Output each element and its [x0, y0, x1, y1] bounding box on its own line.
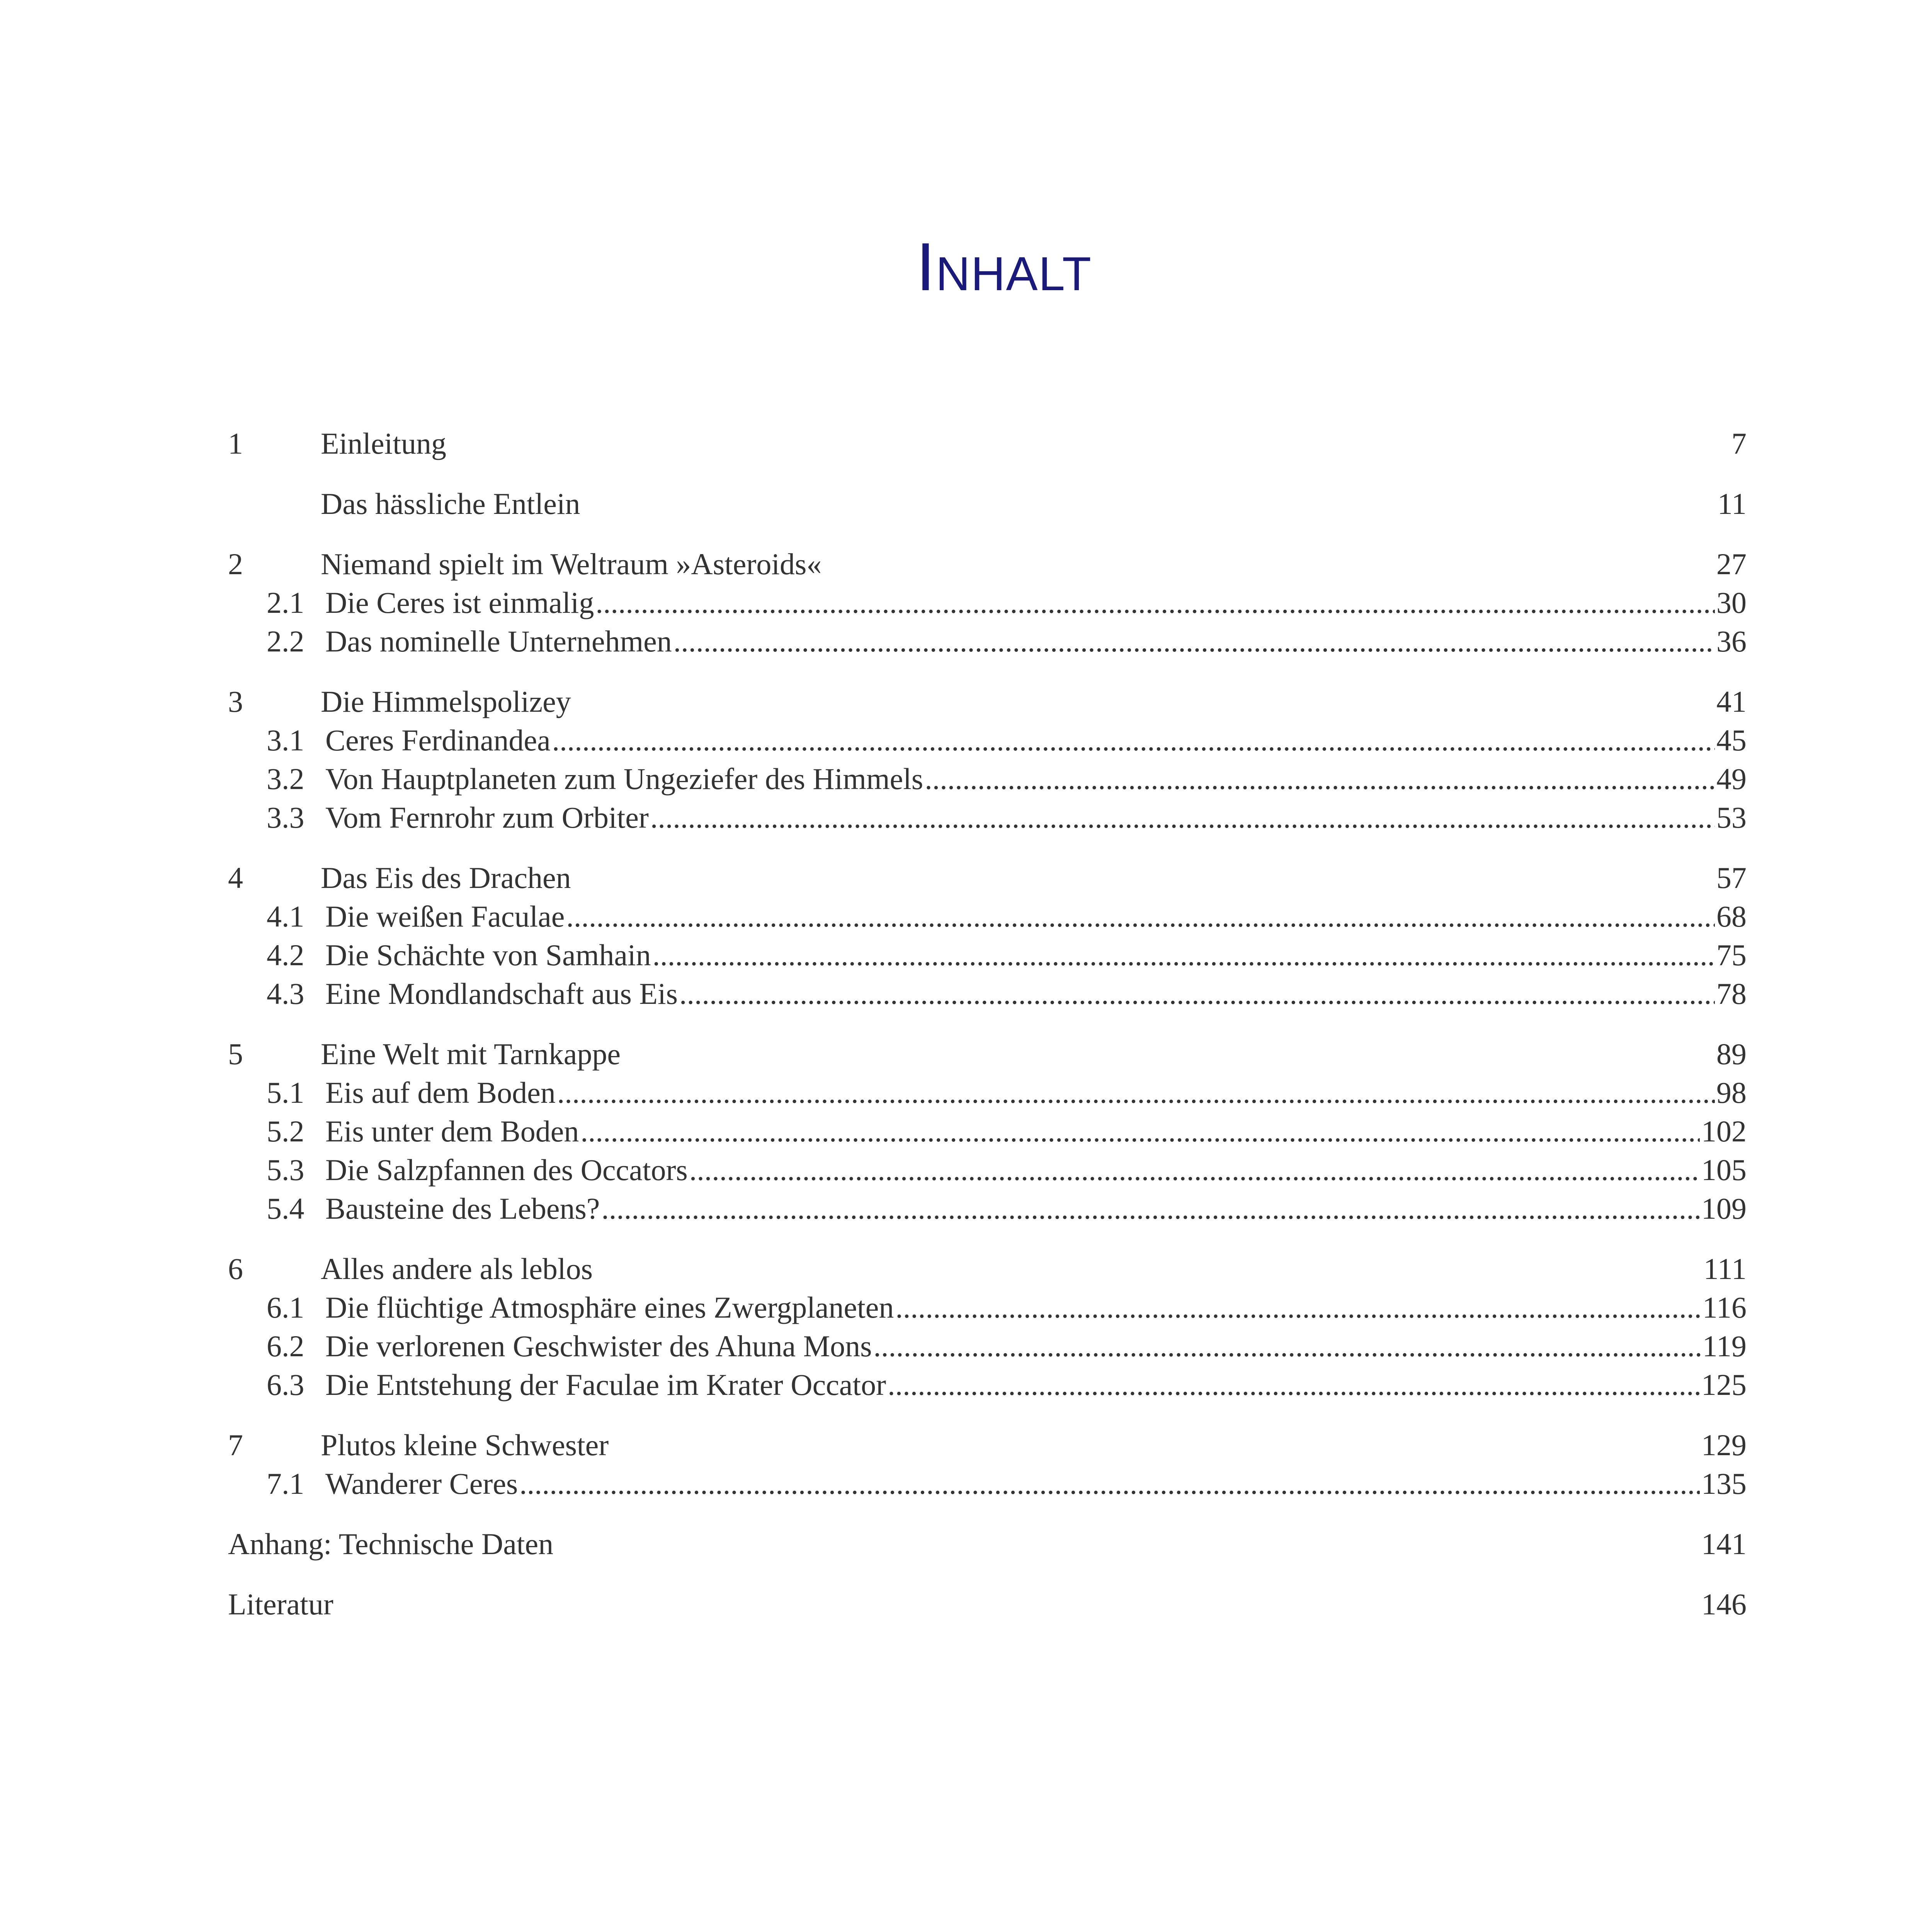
toc-page-number: 141	[1701, 1527, 1747, 1561]
toc-entry-number: 4.1	[267, 900, 304, 933]
toc-entry-title: Literatur	[228, 1587, 333, 1621]
toc-chapter-row	[228, 546, 1747, 583]
toc-entry-number: 4.2	[267, 938, 304, 972]
toc-page-number: 45	[1716, 723, 1747, 757]
toc-entry-title: Das hässliche Entlein	[321, 487, 580, 520]
toc-dot-leader	[653, 937, 1715, 974]
toc-entry-title: Alles andere als leblos	[321, 1252, 593, 1286]
toc-page-number: 109	[1701, 1192, 1747, 1225]
toc-chapter-row	[228, 1036, 1747, 1073]
toc-section-row	[228, 937, 1747, 974]
toc-entry-title: Eine Welt mit Tarnkappe	[321, 1037, 621, 1071]
toc-page-number: 53	[1716, 801, 1747, 834]
toc-page-number: 36	[1716, 624, 1747, 658]
toc-chapter-row	[228, 683, 1747, 720]
toc-appendix-row	[228, 1526, 1747, 1563]
toc-entry-title: Von Hauptplaneten zum Ungeziefer des Himmels	[325, 762, 923, 796]
toc-entry-title: Eine Mondlandschaft aus Eis	[325, 977, 678, 1010]
toc-page-number: 102	[1701, 1114, 1747, 1148]
toc-entry-title: Die flüchtige Atmosphäre eines Zwergplaneten	[325, 1291, 894, 1324]
toc-page-number: 27	[1716, 547, 1747, 581]
toc-entry-title: Anhang: Technische Daten	[228, 1527, 554, 1561]
toc-entry-number: 4	[228, 861, 243, 895]
toc-entry-title: Das nominelle Unternehmen	[325, 624, 672, 658]
toc-page-number: 129	[1701, 1428, 1747, 1462]
toc-entry-number: 2.2	[267, 624, 304, 658]
toc-dot-leader	[580, 1113, 1700, 1150]
toc-section-row	[228, 1113, 1747, 1150]
toc-entry-title: Die Entstehung der Faculae im Krater Occator	[325, 1368, 886, 1401]
toc-dot-leader	[552, 722, 1715, 759]
toc-page-number: 78	[1716, 977, 1747, 1010]
toc-entry-number: 3.1	[267, 723, 304, 757]
toc-chapter-row	[228, 859, 1747, 896]
toc-dot-leader	[888, 1366, 1700, 1403]
toc-entry-title: Die weißen Faculae	[325, 900, 565, 933]
toc-dot-leader	[557, 1074, 1715, 1111]
toc-entry-number: 2	[228, 547, 243, 581]
toc-dot-leader	[925, 760, 1715, 798]
toc-page-number: 68	[1716, 900, 1747, 933]
toc-entry-number: 5.2	[267, 1114, 304, 1148]
toc-entry-title: Einleitung	[321, 427, 446, 460]
toc-entry-number: 5.3	[267, 1153, 304, 1187]
toc-entry-number: 4.3	[267, 977, 304, 1010]
toc-page-number: 57	[1716, 861, 1747, 895]
toc-entry-title: Die verlorenen Geschwister des Ahuna Mons	[325, 1329, 872, 1363]
toc-section-row	[228, 1289, 1747, 1326]
toc-section-row	[228, 584, 1747, 621]
toc-page-number: 30	[1716, 586, 1747, 619]
toc-section-row	[228, 623, 1747, 660]
toc-entry-number: 6.3	[267, 1368, 304, 1401]
toc-entry-title: Die Ceres ist einmalig	[325, 586, 594, 619]
toc-entry-title: Die Schächte von Samhain	[325, 938, 651, 972]
toc-chapter-row	[228, 1427, 1747, 1464]
toc-page-number: 116	[1702, 1291, 1747, 1324]
toc-entry-title: Bausteine des Lebens?	[325, 1192, 600, 1225]
toc-entry-title: Vom Fernrohr zum Orbiter	[325, 801, 649, 834]
toc-entry-number: 3.2	[267, 762, 304, 796]
toc-entry-number: 6.2	[267, 1329, 304, 1363]
toc-page-number: 146	[1701, 1587, 1747, 1621]
toc-entry-number: 6.1	[267, 1291, 304, 1324]
toc-page-number: 135	[1701, 1467, 1747, 1500]
toc-page-number: 105	[1701, 1153, 1747, 1187]
toc-entry-number: 7.1	[267, 1467, 304, 1500]
toc-section-row	[228, 1366, 1747, 1403]
toc-dot-leader	[650, 799, 1715, 836]
toc-page-number: 89	[1716, 1037, 1747, 1071]
toc-entry-number: 5.1	[267, 1076, 304, 1109]
toc-entry-number: 1	[228, 427, 243, 460]
toc-dot-leader	[519, 1465, 1700, 1502]
toc-entry-title: Eis unter dem Boden	[325, 1114, 579, 1148]
toc-section-row	[228, 898, 1747, 935]
toc-page-number: 49	[1716, 762, 1747, 796]
toc-dot-leader	[566, 898, 1715, 935]
toc-section-row	[228, 760, 1747, 798]
toc-page-number: 111	[1703, 1252, 1747, 1286]
toc-entry-title: Eis auf dem Boden	[325, 1076, 556, 1109]
toc-page-number: 98	[1716, 1076, 1747, 1109]
toc-entry-title: Die Salzpfannen des Occators	[325, 1153, 688, 1187]
toc-page-number: 11	[1717, 487, 1747, 520]
toc-section-row	[228, 722, 1747, 759]
toc-entry-number: 2.1	[267, 586, 304, 619]
toc-entry-title: Das Eis des Drachen	[321, 861, 571, 895]
toc-dot-leader	[873, 1328, 1701, 1365]
toc-entry-number: 6	[228, 1252, 243, 1286]
toc-chapter-row	[228, 425, 1747, 462]
toc-entry-title: Niemand spielt im Weltraum »Asteroids«	[321, 547, 822, 581]
toc-entry-number: 7	[228, 1428, 243, 1462]
toc-section-row	[228, 799, 1747, 836]
toc-dot-leader	[895, 1289, 1701, 1326]
toc-entry-number: 5	[228, 1037, 243, 1071]
toc-entry-title: Ceres Ferdinandea	[325, 723, 551, 757]
toc-dot-leader	[601, 1190, 1700, 1227]
toc-dot-leader	[689, 1151, 1700, 1189]
toc-page-number: 119	[1702, 1329, 1747, 1363]
toc-entry-number: 3	[228, 685, 243, 718]
toc-section-row	[228, 1074, 1747, 1111]
toc-entry-number: 3.3	[267, 801, 304, 834]
toc-dot-leader	[679, 975, 1715, 1012]
toc-entry-title: Die Himmelspolizey	[321, 685, 571, 718]
toc-page-number: 41	[1716, 685, 1747, 718]
toc-appendix-row	[228, 1586, 1747, 1623]
toc-section-row	[228, 975, 1747, 1012]
toc-page-number: 75	[1716, 938, 1747, 972]
toc-dot-leader	[673, 623, 1715, 660]
toc-entry-title: Wanderer Ceres	[325, 1467, 518, 1500]
toc-entry-title: Plutos kleine Schwester	[321, 1428, 609, 1462]
toc-chapter-row	[228, 1250, 1747, 1287]
toc-section-row	[228, 1328, 1747, 1365]
toc-section-row	[228, 1190, 1747, 1227]
toc-dot-leader	[595, 584, 1715, 621]
toc-page-number: 7	[1731, 427, 1747, 460]
toc-page-number: 125	[1701, 1368, 1747, 1401]
toc-chapter-row	[228, 485, 1747, 522]
toc-entry-number: 5.4	[267, 1192, 304, 1225]
page-title: Inhalt	[916, 229, 1092, 305]
toc-section-row	[228, 1465, 1747, 1502]
toc-section-row	[228, 1151, 1747, 1189]
